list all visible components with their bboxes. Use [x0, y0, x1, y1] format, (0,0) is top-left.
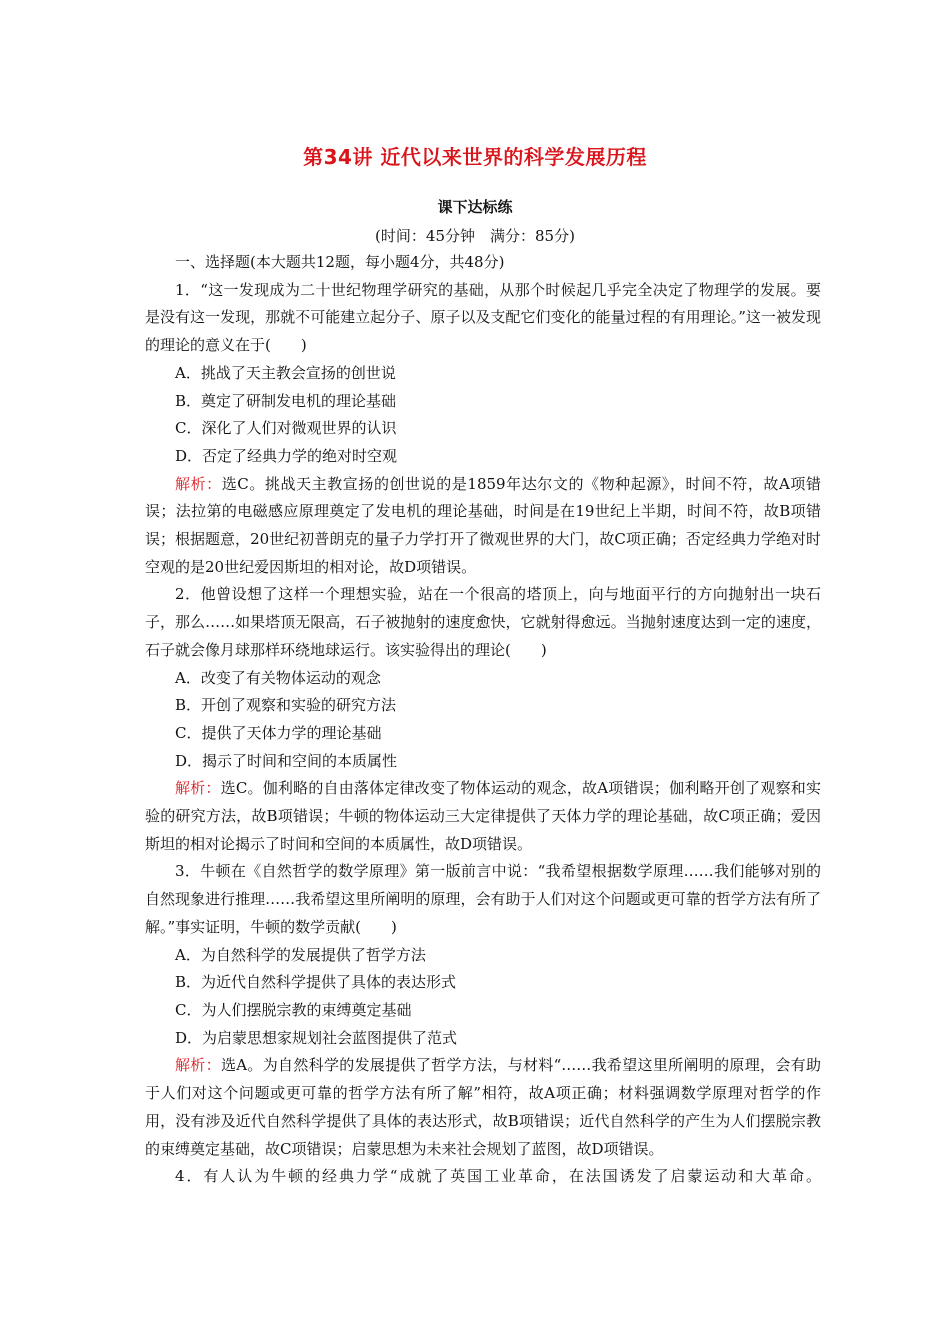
analysis-text: 选C。伽利略的自由落体定律改变了物体运动的观念，故A项错误；伽利略开创了观察和实验的研究方法，故B项错误；牛顿的物体运动三大定律提供了天体力学的理论基础，故C项正确；爱因斯坦的相对论揭示了时间和空间的本质属性，故D项错误。: [145, 779, 821, 853]
question-2-option-d: D．揭示了时间和空间的本质属性: [175, 751, 398, 770]
time-info: (时间：45分钟 满分：85分): [375, 227, 575, 245]
question-1-option-a: A．挑战了天主教会宣扬的创世说: [175, 363, 396, 382]
question-2-option-a: A．改变了有关物体运动的观念: [175, 668, 381, 687]
question-3-option-c: C．为人们摆脱宗教的束缚奠定基础: [175, 1000, 412, 1019]
question-2-stem: 2．他曾设想了这样一个理想实验，站在一个很高的塔顶上，向与地面平行的方向抛射出一块石子，那么……如果塔顶无限高，石子被抛射的速度愈快，它就射得愈远。当抛射速度达到一定的速度，石子就会像月球那样环绕地球运行。该实验得出的理论( ): [145, 585, 821, 659]
question-1-option-d: D．否定了经典力学的绝对时空观: [175, 446, 398, 465]
question-1-option-c: C．深化了人们对微观世界的认识: [175, 419, 397, 438]
analysis-label: 解析：: [175, 474, 222, 493]
question-2-option-c: C．提供了天体力学的理论基础: [175, 723, 382, 742]
question-1-analysis: [145, 471, 821, 582]
question-4-stem: 4．有人认为牛顿的经典力学“成就了英国工业革命，在法国诱发了启蒙运动和大革命。: [175, 1167, 821, 1186]
analysis-label: 解析：: [175, 779, 221, 798]
analysis-label: 解析：: [175, 1056, 221, 1075]
question-body: [145, 249, 821, 1191]
question-3-option-a: A．为自然科学的发展提供了哲学方法: [175, 945, 426, 964]
question-3-stem: 3．牛顿在《自然哲学的数学原理》第一版前言中说：“我希望根据数学原理……我们能够对别的自然现象进行推理……我希望这里所阐明的原理，会有助于人们对这个问题或更可靠的哲学方法有所了解。”事实证明，牛顿的数学贡献( ): [145, 862, 821, 936]
question-1-option-b: B．奠定了研制发电机的理论基础: [175, 391, 397, 410]
question-2-analysis: [145, 775, 821, 858]
section-heading: 一、选择题(本大题共12题，每小题4分，共48分): [175, 253, 505, 271]
question-1-stem: 1．“这一发现成为二十世纪物理学研究的基础，从那个时候起几乎完全决定了物理学的发展。要是没有这一发现，那就不可能建立起分子、原子以及支配它们变化的能量过程的有用理论。”这一被发现的理论的意义在于( ): [145, 280, 821, 355]
question-3-option-b: B．为近代自然科学提供了具体的表达形式: [175, 973, 457, 992]
analysis-text: 选C。挑战天主教宣扬的创世说的是1859年达尔文的《物种起源》，时间不符，故A项错误；法拉第的电磁感应原理奠定了发电机的理论基础，时间是在19世纪上半期，时间不符，故B项错误；根据题意，20世纪初普朗克的量子力学打开了微观世界的大门，故C项正确；否定经典力学绝对时空观的是20世纪爱因斯坦的相对论，故D项错误。: [145, 474, 821, 576]
page-title: 第34讲 近代以来世界的科学发展历程: [303, 145, 647, 169]
analysis-text: 选A。为自然科学的发展提供了哲学方法，与材料“……我希望这里所阐明的原理，会有助于人们对这个问题或更可靠的哲学方法有所了解”相符，故A项正确；材料强调数学原理对哲学的作用，没有涉及近代自然科学提供了具体的表达形式，故B项错误；近代自然科学的产生为人们摆脱宗教的束缚奠定基础，故C项错误；启蒙思想为未来社会规划了蓝图，故D项错误。: [145, 1056, 821, 1158]
section-subtitle: 课下达标练: [437, 198, 513, 216]
question-3-analysis: [145, 1052, 821, 1163]
question-3-option-d: D．为启蒙思想家规划社会蓝图提供了范式: [175, 1028, 458, 1047]
question-2-option-b: B．开创了观察和实验的研究方法: [175, 696, 397, 715]
